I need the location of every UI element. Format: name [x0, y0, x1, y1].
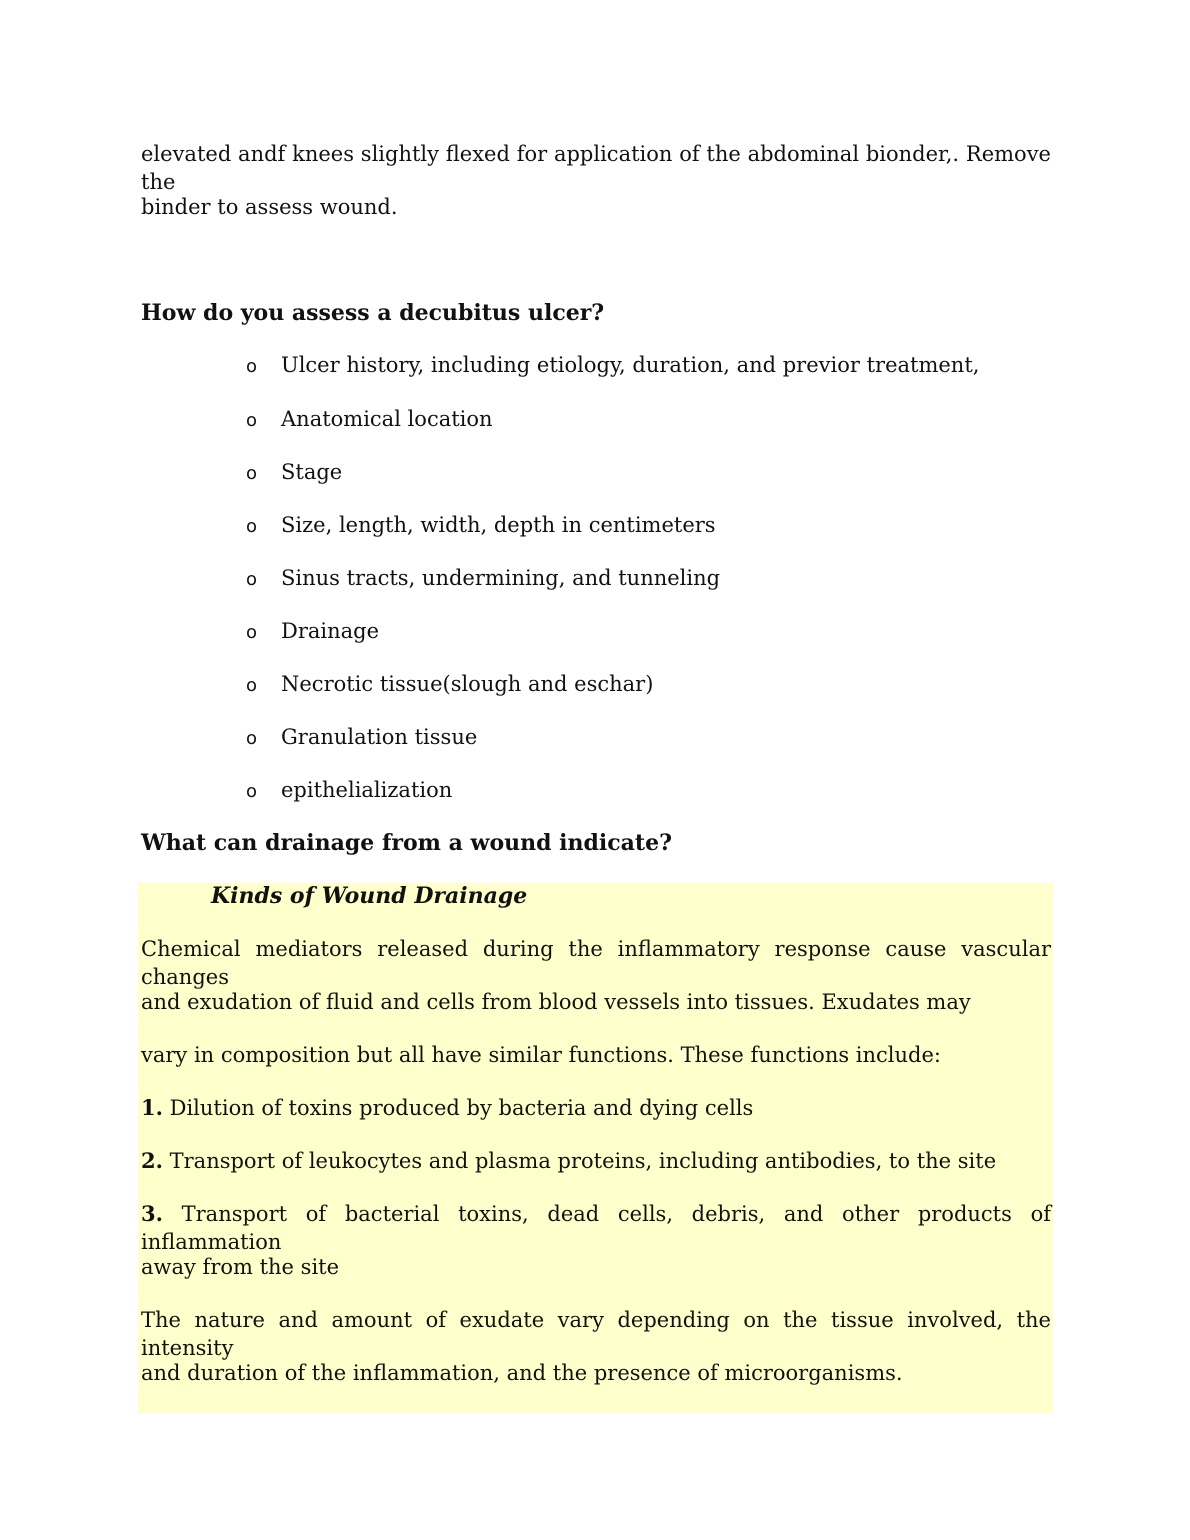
- assess-item-granulation: Granulation tissue: [281, 725, 478, 749]
- para1-line-3: vary in composition but all have similar functions. These functions include:: [141, 1043, 941, 1067]
- assess-item-history: Ulcer history, including etiology, duration, and previor treatment,: [281, 353, 980, 377]
- bullet-marker: o: [246, 675, 258, 696]
- function-number: 1.: [141, 1095, 163, 1120]
- assess-item-size: Size, length, width, depth in centimeters: [281, 513, 716, 537]
- bullet-marker: o: [246, 516, 258, 537]
- assess-heading: How do you assess a decubitus ulcer?: [141, 300, 605, 326]
- function-number: 3.: [141, 1201, 163, 1226]
- drainage-heading: What can drainage from a wound indicate?: [141, 830, 672, 856]
- para2-line-2: and duration of the inflammation, and the presence of microorganisms.: [141, 1361, 903, 1385]
- function-text: Transport of bacterial toxins, dead cells, debris, and other products of inflammation: [141, 1202, 1051, 1254]
- intro-line-2: binder to assess wound.: [141, 195, 398, 219]
- function-number: 2.: [141, 1148, 163, 1173]
- assess-item-necrotic: Necrotic tissue(slough and eschar): [281, 672, 654, 696]
- function-item-2: [141, 1147, 996, 1175]
- function-text: Transport of leukocytes and plasma proteins, including antibodies, to the site: [169, 1149, 997, 1173]
- assess-item-sinus: Sinus tracts, undermining, and tunneling: [281, 566, 721, 590]
- intro-line-1: elevated andf knees slightly flexed for application of the abdominal bionder,. Remove the: [141, 142, 1051, 194]
- assess-item-location: Anatomical location: [281, 407, 493, 431]
- assess-item-stage: Stage: [281, 460, 343, 484]
- para1-line-1: Chemical mediators released during the inflammatory response cause vascular changes: [141, 937, 1051, 989]
- assess-item-epithelialization: epithelialization: [281, 778, 453, 802]
- bullet-marker: o: [246, 781, 258, 802]
- function-item-1: [141, 1094, 753, 1122]
- bullet-marker: o: [246, 728, 258, 749]
- assess-item-drainage: Drainage: [281, 619, 380, 643]
- bullet-marker: o: [246, 410, 258, 431]
- para2-line-1: The nature and amount of exudate vary depending on the tissue involved, the intensity: [141, 1308, 1051, 1360]
- function-item-3: [141, 1200, 1051, 1256]
- bullet-marker: o: [246, 356, 258, 377]
- bullet-marker: o: [246, 569, 258, 590]
- bullet-marker: o: [246, 463, 258, 484]
- para1-line-2: and exudation of fluid and cells from blood vessels into tissues. Exudates may: [141, 990, 971, 1014]
- drainage-sub-heading: Kinds of Wound Drainage: [211, 883, 528, 909]
- bullet-marker: o: [246, 622, 258, 643]
- function-text: Dilution of toxins produced by bacteria and dying cells: [169, 1096, 754, 1120]
- function-item-3-continuation: away from the site: [141, 1255, 340, 1279]
